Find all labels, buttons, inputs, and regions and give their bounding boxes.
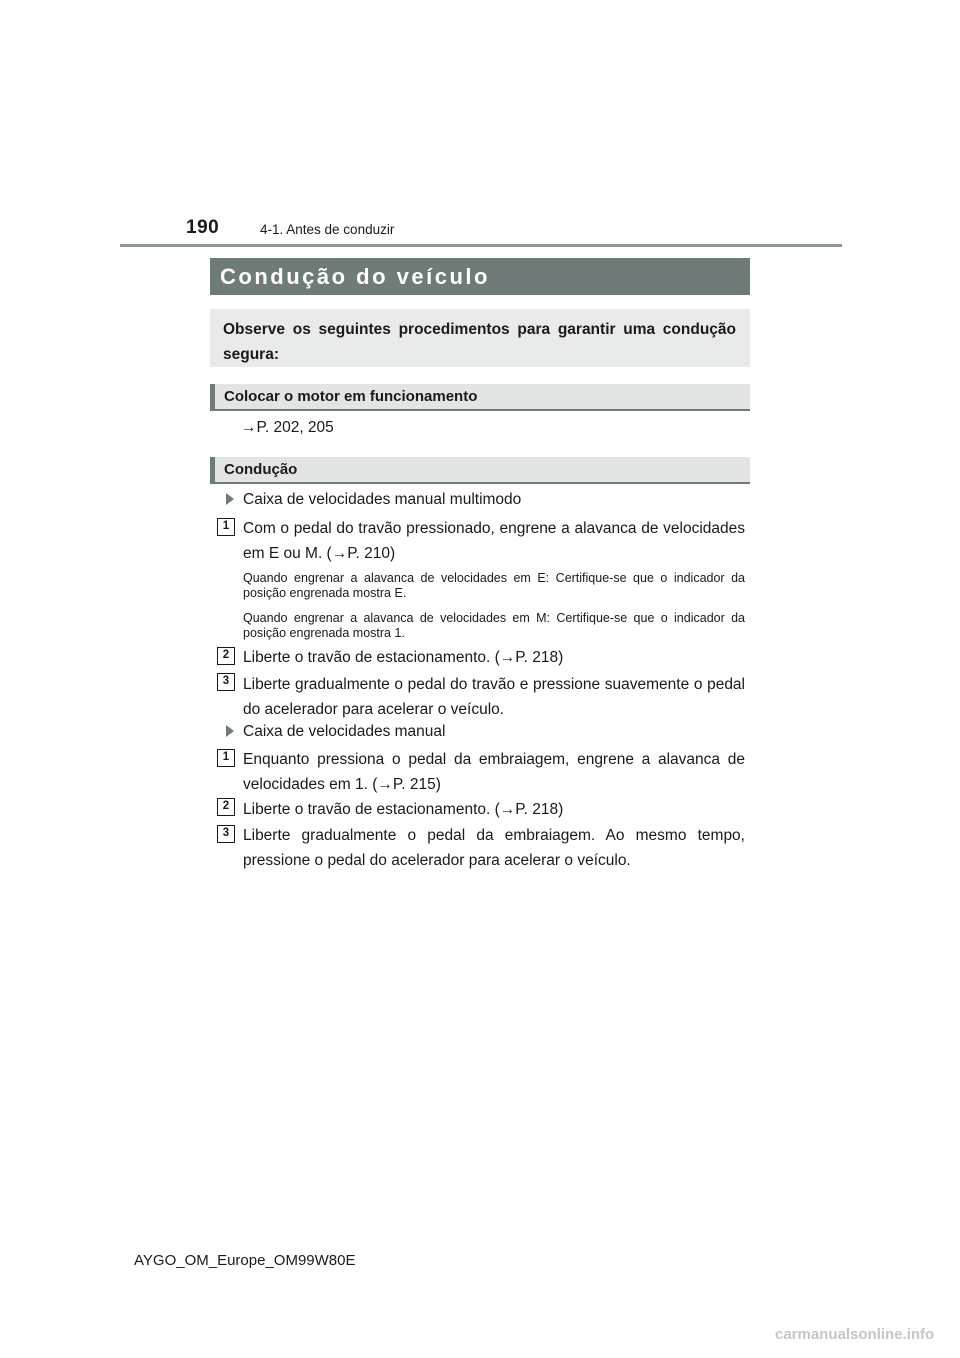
step-text: Liberte o travão de estacionamento. (→P. 218) [243, 649, 564, 666]
bullet-multimode [226, 491, 521, 509]
step-note: Quando engrenar a alavanca de velocidades em E: Certifique-se que o indicador da posição engrenada mostra E. [243, 571, 745, 600]
document-id: AYGO_OM_Europe_OM99W80E [134, 1252, 356, 1269]
step-number: 3 [217, 673, 235, 691]
section-label: 4-1. Antes de conduzir [260, 222, 395, 237]
step-text: Enquanto pressiona o pedal da embraiagem, engrene a alavanca de velocidades em 1. (→P. 215) [243, 751, 745, 793]
bullet-manual [226, 723, 445, 741]
start-engine-reference: →P. 202, 205 [241, 419, 334, 436]
bullet-multimode-label: Caixa de velocidades manual multimodo [243, 491, 522, 508]
step-number: 2 [217, 647, 235, 665]
step-number: 3 [217, 825, 235, 843]
step-note: Quando engrenar a alavanca de velocidades em M: Certifique-se que o indicador da posição engrenada mostra 1. [243, 611, 745, 640]
subheading-driving: Condução [210, 457, 750, 484]
triangle-bullet-icon [226, 493, 234, 505]
subheading-start-engine: Colocar o motor em funcionamento [210, 384, 750, 411]
triangle-bullet-icon [226, 725, 234, 737]
step-text: Liberte o travão de estacionamento. (→P. 218) [243, 801, 564, 818]
watermark: carmanualsonline.info [775, 1326, 935, 1343]
page-title: Condução do veículo [210, 258, 750, 295]
step-text: Liberte gradualmente o pedal da embraiagem. Ao mesmo tempo, pressione o pedal do acelerador para acelerar o veículo. [243, 827, 745, 869]
step-number: 2 [217, 798, 235, 816]
header-divider [120, 244, 842, 247]
intro-text: Observe os seguintes procedimentos para garantir uma condução segura: [223, 321, 736, 363]
step-number: 1 [217, 518, 235, 536]
bullet-manual-label: Caixa de velocidades manual [243, 723, 446, 740]
step-text: Com o pedal do travão pressionado, engrene a alavanca de velocidades em E ou M. (→P. 210) [243, 520, 745, 562]
step-text: Liberte gradualmente o pedal do travão e pressione suavemente o pedal do acelerador para acelerar o veículo. [243, 676, 745, 718]
step-number: 1 [217, 749, 235, 767]
intro-box [210, 309, 750, 367]
page-number: 190 [186, 217, 220, 238]
